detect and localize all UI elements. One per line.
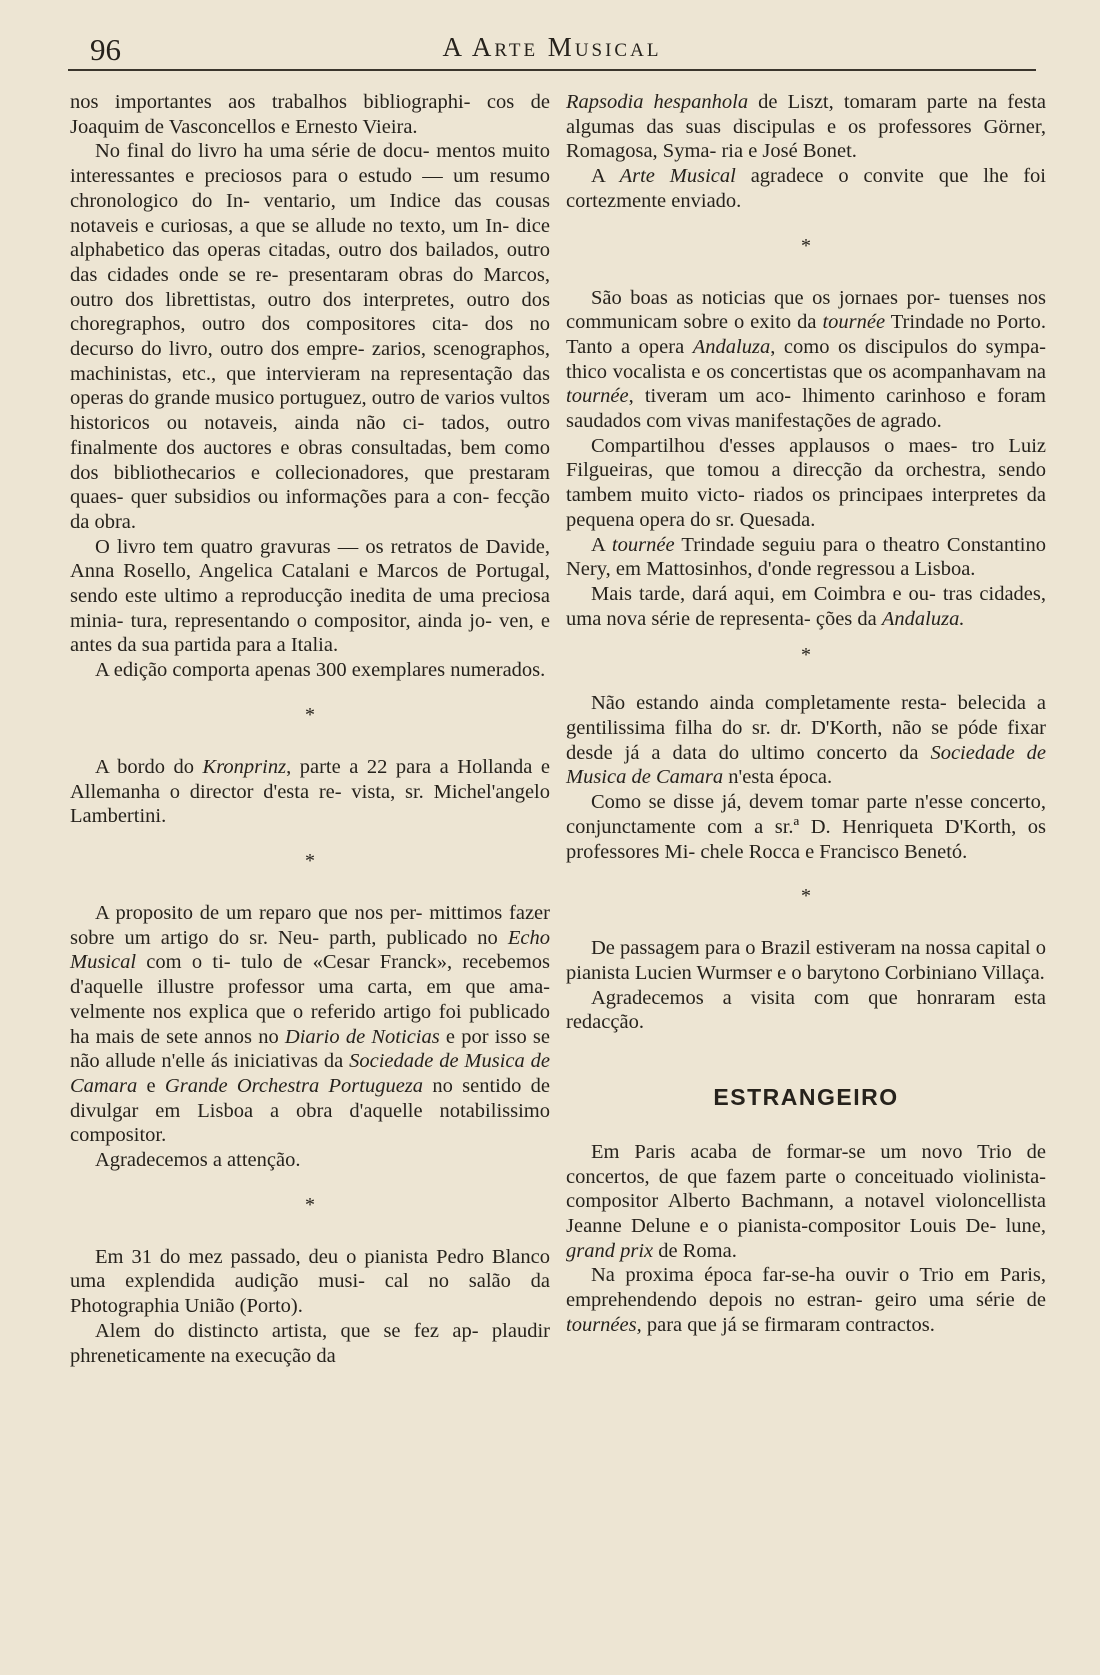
publication-title: Echo Musical: [70, 926, 550, 974]
paragraph: No final do livro ha uma série de docu- mentos muito interessantes e preciosos para o estudo — um resumo chronologico do In- ventario, um Indice das cousas notaveis e curiosas, a que se allude no texto, um In- dice alphabetico das operas citadas, outro dos bailados, outro das cidades onde se re- presentaram obras do Marcos, outro dos librettistas, outro dos interpretes, outro dos choregraphos, outro dos compositores cita- dos no decurso do livro, outro dos empre- zarios, scenographos, machinistas, etc., que intervieram na representação das operas do grande musico portuguez, outro de varios vultos historicos ou notaveis, ainda não ci- tados, outro finalmente dos auctores e obras consultadas, bem como dos bibliothecarios e collecionadores, que prestaram quaes- quer subsidios ou informações para a con- fecção da obra.: [70, 140, 550, 533]
section-separator: *: [305, 849, 315, 872]
text: A: [591, 165, 620, 188]
text: Não estando ainda completamente resta- belecida a gentilissima filha do sr. dr. D'Korth, não se póde fixar desde já a data do ultimo concerto da: [566, 692, 1046, 764]
text: Trindade seguiu para o theatro Constantino Nery, em Mattosinhos, d'onde regressou a Lisboa.: [566, 533, 1046, 581]
text: , como os discipulos do sympa- thico vocalista e os concertistas que os acompanhavam na: [566, 335, 1046, 383]
paragraph: Como se disse já, devem tomar parte n'esse concerto, conjunctamente com a sr.ª D. Henriqueta D'Korth, os professores Mi- chele Rocca e Francisco Benetó.: [566, 791, 1046, 863]
text: de Liszt, tomaram parte na festa algumas das suas discipulas e os professores Görner, Romagosa, Syma- ria e José Bonet.: [566, 91, 1047, 163]
publication-title: Arte Musical: [619, 165, 736, 188]
left-column: [70, 90, 550, 1368]
work-title: Rapsodia hespanhola: [566, 91, 749, 113]
paragraph: Alem do distincto artista, que se fez ap- plaudir phreneticamente na execução da: [70, 1319, 550, 1367]
text: e por isso se não allude n'elle ás iniciativas da: [70, 1025, 550, 1073]
text: , tiveram um aco- lhimento carinhoso e foram saudados com vivas manifestações de agrado.: [566, 385, 1046, 433]
section-title: ESTRANGEIRO: [713, 1084, 899, 1111]
section-separator: *: [801, 644, 811, 667]
paragraph: De passagem para o Brazil estiveram na nossa capital o pianista Lucien Wurmser e o barytono Corbiniano Villaça.: [566, 937, 1046, 984]
paragraph: [566, 533, 1046, 582]
text: n'esta época.: [723, 766, 833, 789]
paragraph: nos importantes aos trabalhos bibliographi- cos de Joaquim de Vasconcellos e Ernesto Vieira.: [70, 91, 550, 138]
paragraph: [70, 901, 550, 1148]
paragraph: Agradecemos a visita com que honraram esta redacção.: [566, 986, 1046, 1034]
italic-term: tournées,: [566, 1313, 642, 1336]
text: A proposito de um reparo que nos per- mittimos fazer sobre um artigo do sr. Neu- parth, publicado no: [70, 901, 550, 949]
section-separator: *: [305, 703, 315, 726]
text: A: [591, 533, 612, 556]
text: São boas as noticias que os jornaes por- tuenses nos communicam sobre o exito da: [566, 286, 1046, 334]
organization-name: Sociedade de Musica de Camara: [70, 1050, 550, 1097]
italic-term: tournée: [566, 385, 629, 408]
section-separator: *: [305, 1193, 315, 1216]
paragraph: Em 31 do mez passado, deu o pianista Pedro Blanco uma explendida audição musi- cal no salão da Photographia União (Porto).: [70, 1245, 550, 1318]
text: e: [137, 1074, 165, 1097]
opera-title: Andaluza: [692, 335, 771, 358]
text: Mais tarde, dará aqui, em Coimbra e ou- tras cidades, uma nova série de representa- ções da: [566, 582, 1046, 630]
paragraph: [566, 582, 1046, 631]
opera-title: Andaluza.: [881, 607, 965, 630]
paragraph: [70, 755, 550, 829]
text: , parte a 22 para a Hollanda e Allemanha o director d'esta re- vista, sr. Michel'angelo Lambertini.: [70, 755, 551, 828]
running-title: A Arte Musical: [442, 32, 662, 62]
organization-name: Grande Orchestra Portugueza: [164, 1074, 424, 1097]
page-header: [68, 22, 1036, 70]
paragraph: Agradecemos a attenção.: [95, 1149, 301, 1172]
paragraph: [566, 1263, 1046, 1337]
text: com o ti- tulo de «Cesar Franck», recebemos d'aquelle illustre professor uma carta, em que ama- velmente nos explica que o referido artigo foi publicado ha mais de sete annos no: [70, 951, 550, 1048]
page-number: 96: [90, 32, 121, 67]
paragraph: O livro tem quatro gravuras — os retratos de Davide, Anna Rosello, Angelica Catalani e Marcos de Portugal, sendo este ultimo a reproducção inedita de uma preciosa minia- tura, representando o compositor, ainda jo- ven, e antes da sua partida para a Italia.: [70, 535, 550, 657]
paragraph: A edição comporta apenas 300 exemplares numerados.: [95, 659, 546, 682]
paragraph: [566, 90, 1046, 164]
text: Na proxima época far-se-ha ouvir o Trio em Paris, emprehendendo depois no estran- geiro uma série de: [566, 1264, 1046, 1312]
paragraph: [566, 691, 1046, 790]
text: de Roma.: [653, 1239, 737, 1262]
italic-term: tournée: [822, 311, 886, 334]
italic-term: tournée: [611, 533, 675, 556]
section-separator: *: [801, 234, 811, 257]
text: no sentido de divulgar em Lisboa a obra d'aquelle notabilissimo compositor.: [70, 1074, 550, 1147]
publication-title: Diario de Noticias: [284, 1025, 440, 1048]
text: Trindade no Porto. Tanto a opera: [566, 311, 1047, 358]
right-column: [566, 90, 1046, 1337]
section-separator: *: [801, 885, 811, 908]
text: agradece o convite que lhe foi cortezmente enviado.: [566, 165, 1046, 212]
header-rule: [68, 69, 1036, 71]
text: A bordo do: [95, 755, 203, 778]
organization-name: Sociedade de Musica de Camara: [566, 741, 1046, 789]
italic-term: grand prix: [566, 1239, 654, 1262]
paragraph: Compartilhou d'esses applausos o maes- tro Luiz Filgueiras, que tomou a direcção da orchestra, sendo tambem muito victo- riados os principaes interpretes da pequena opera do sr. Quesada.: [566, 434, 1046, 531]
paragraph: [566, 164, 1046, 213]
paragraph: [566, 286, 1046, 434]
text: Em Paris acaba de formar-se um novo Trio de concertos, de que fazem parte o conceituado violinista-compositor Alberto Bachmann, a notavel violoncellista Jeanne Delune e o pianista-compositor Louis De- lune,: [566, 1140, 1046, 1237]
ship-name: Kronprinz: [202, 755, 287, 778]
paragraph: [566, 1140, 1046, 1264]
text: para que já se firmaram contractos.: [641, 1313, 935, 1336]
